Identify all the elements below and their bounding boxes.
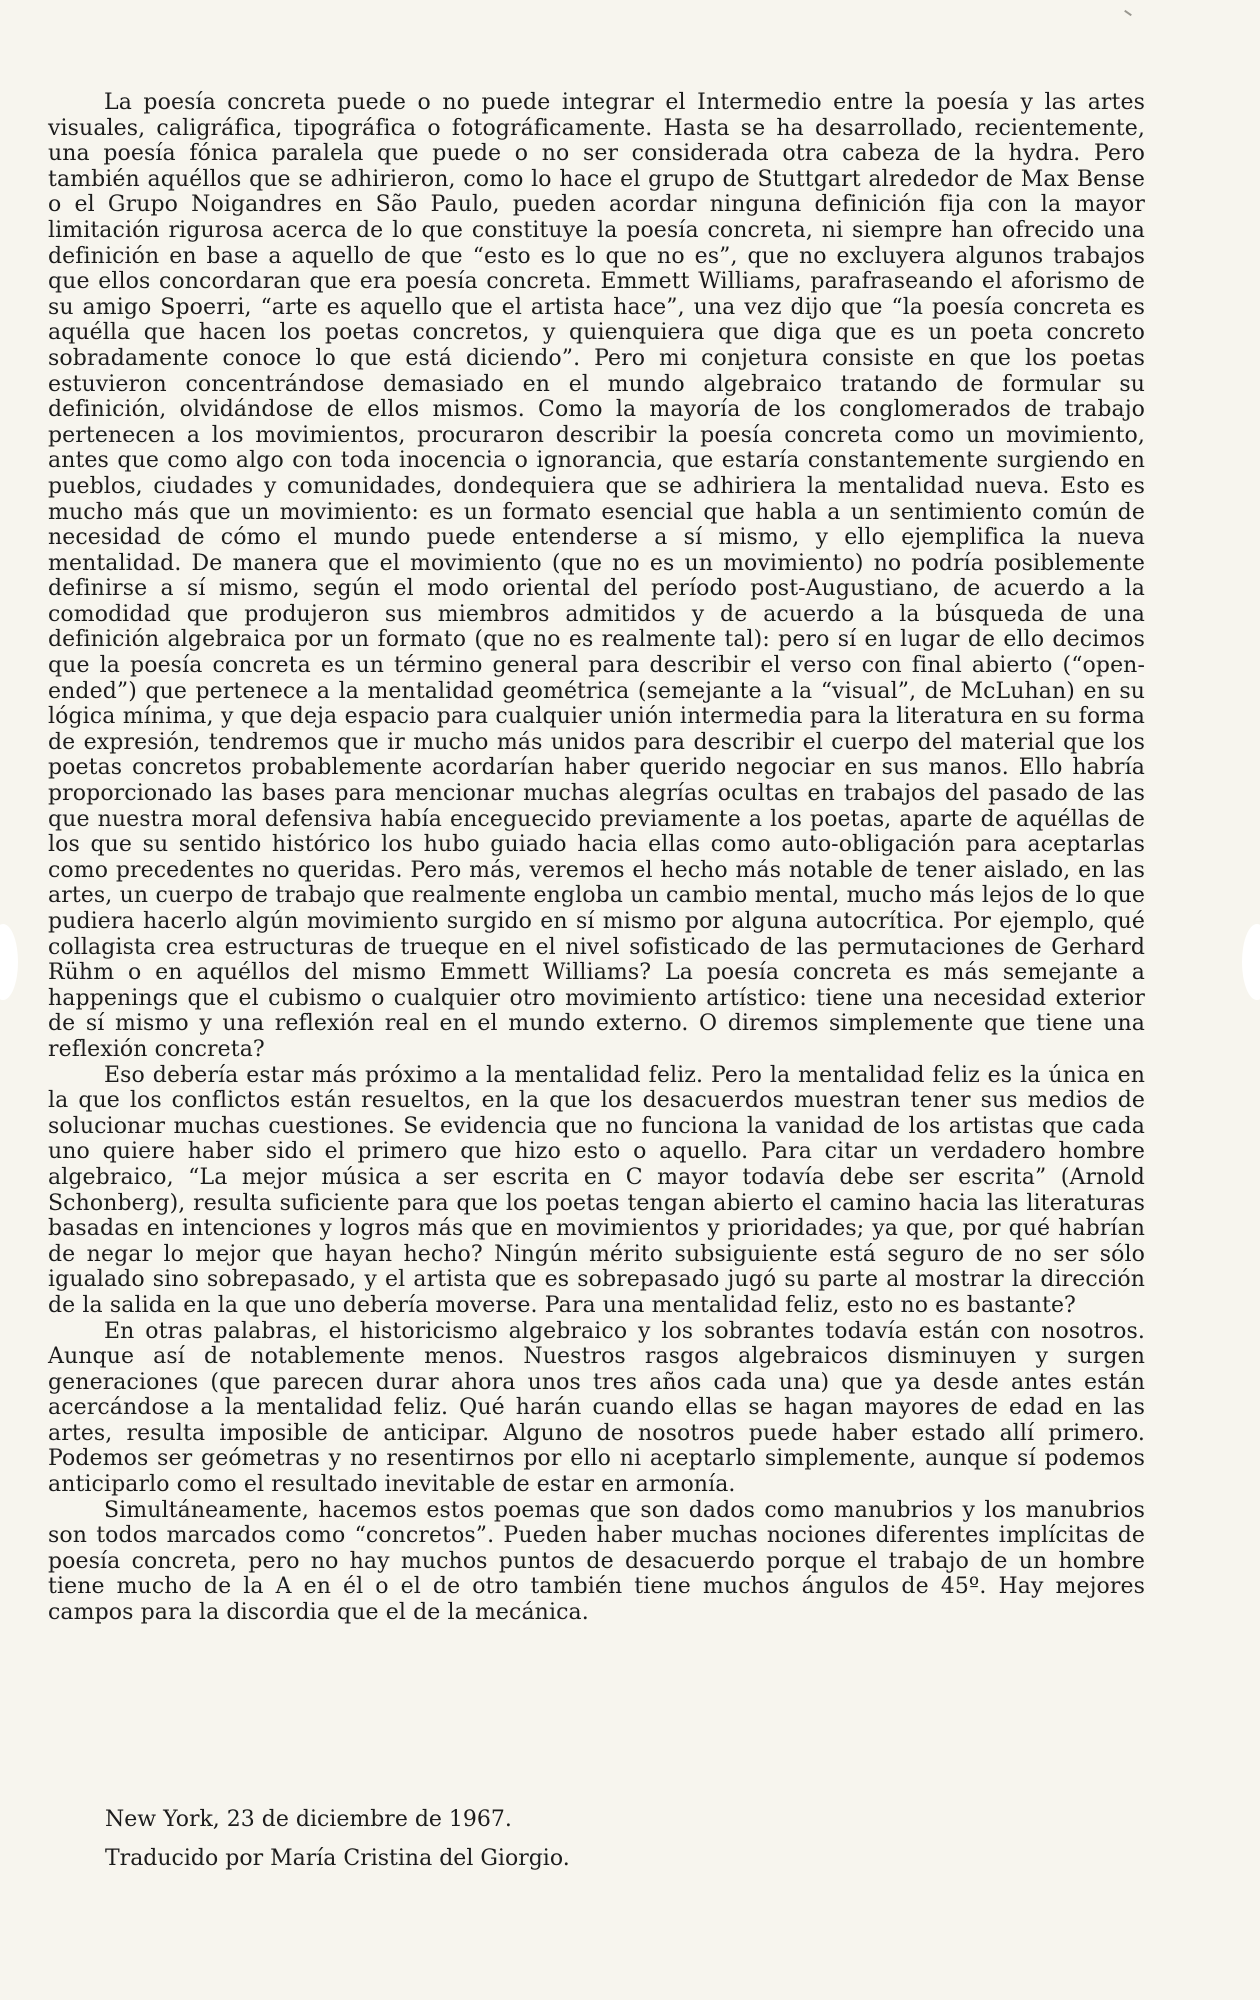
date-line: New York, 23 de diciembre de 1967. [105,1807,512,1832]
paragraph-3: En otras palabras, el historicismo algebraico y los sobrantes todavía están con nosotros. Aunque así de notablemente menos. Nuestros rasgos algebraicos disminuyen y surgen generaciones (que parecen durar ahora unos tres años cada una) que ya desde antes están acercándose a la mentalidad feliz. Qué harán cuando ellas se hagan mayores de edad en las artes, resulta imposible de anticipar. Alguno de nosotros puede haber estado allí primero. Podemos ser geómetras y no resentirnos por ello ni aceptarlo simplemente, aunque sí podemos anticiparlo como el resultado inevitable de estar en armonía. [48,1318,1145,1498]
paragraph-1: La poesía concreta puede o no puede integrar el Intermedio entre la poesía y las artes visuales, caligráfica, tipográfica o fotográficamente. Hasta se ha desarrollado, recientemente, una poesía fónica paralela que puede o no ser considerada otra cabeza de la hydra. Pero también aquéllos que se adhirieron, como lo hace el grupo de Stuttgart alrededor de Max Bense o el Grupo Noigandres en São Paulo, pueden acordar ninguna definición fija con la mayor limitación rigurosa acerca de lo que constituye la poesía concreta, ni siempre han ofrecido una definición en base a aquello de que “esto es lo que no es”, que no excluyera algunos trabajos que ellos concordaran que era poesía concreta. Emmett Williams, parafraseando el aforismo de su amigo Spoerri, “arte es aquello que el artista hace”, una vez dijo que “la poesía concreta es aquélla que hacen los poetas concretos, y quienquiera que diga que es un poeta concreto sobradamente conoce lo que está diciendo”. Pero mi conjetura consiste en que los poetas estuvieron concentrándose demasiado en el mundo algebraico tratando de formular su definición, olvidándose de ellos mismos. Como la mayoría de los conglomerados de trabajo pertenecen a los movimientos, procuraron describir la poesía concreta como un movimiento, antes que como algo con toda inocencia o ignorancia, que estaría constantemente surgiendo en pueblos, ciudades y comunidades, dondequiera que se adhiriera la mentalidad nueva. Esto es mucho más que un movimiento: es un formato esencial que habla a un sentimiento común de necesidad de cómo el mundo puede entenderse a sí mismo, y ello ejemplifica la nueva mentalidad. De manera que el movimiento (que no es un movimiento) no podría posiblemente definirse a sí mismo, según el modo oriental del período post-Augustiano, de acuerdo a la comodidad que produjeron sus miembros admitidos y de acuerdo a la búsqueda de una definición algebraica por un formato (que no es realmente tal): pero sí en lugar de ello decimos que la poesía concreta es un término general para describir el verso con final abierto (“open-ended”) que pertenece a la mentalidad geométrica (semejante a la “visual”, de McLuhan) en su lógica mínima, y que deja espacio para cualquier unión intermedia para la literatura en su forma de expresión, tendremos que ir mucho más unidos para describir el cuerpo del material que los poetas concretos probablemente acordarían haber querido negociar en sus manos. Ello habría proporcionado las bases para mencionar muchas alegrías ocultas en trabajos del pasado de las que nuestra moral defensiva había enceguecido previamente a los poetas, aparte de aquéllas de los que su sentido histórico los hubo guiado hacia ellas como auto-obligación para aceptarlas como precedentes no queridas. Pero más, veremos el hecho más notable de tener aislado, en las artes, un cuerpo de trabajo que realmente engloba un cambio mental, mucho más lejos de lo que pudiera hacerlo algún movimiento surgido en sí mismo por alguna autocrítica. Por ejemplo, qué collagista crea estructuras de trueque en el nivel sofisticado de las permutaciones de Gerhard Rühm o en aquéllos del mismo Emmett Williams? La poesía concreta es más semejante a happenings que el cubismo o cualquier otro movimiento artístico: tiene una necesidad exterior de sí mismo y una reflexión real en el mundo externo. O diremos simplemente que tiene una reflexión concreta? [48,90,1145,1062]
body-text [48,90,1145,1626]
paragraph-4: Simultáneamente, hacemos estos poemas que son dados como manubrios y los manubrios son todos marcados como “concretos”. Pueden haber muchas nociones diferentes implícitas de poesía concreta, pero no hay muchos puntos de desacuerdo porque el trabajo de un hombre tiene mucho de la A en él o el de otro también tiene muchos ángulos de 45º. Hay mejores campos para la discordia que el de la mecánica. [48,1497,1145,1626]
corner-mark [1124,10,1132,16]
right-punch-hole [1242,924,1260,1000]
left-punch-hole [0,924,18,1000]
paragraph-2: Eso debería estar más próximo a la mentalidad feliz. Pero la mentalidad feliz es la única en la que los conflictos están resueltos, en la que los desacuerdos muestran tener sus medios de solucionar muchas cuestiones. Se evidencia que no funciona la vanidad de los artistas que cada uno quiere haber sido el primero que hizo esto o aquello. Para citar un verdadero hombre algebraico, “La mejor música a ser escrita en C mayor todavía debe ser escrita” (Arnold Schonberg), resulta suficiente para que los poetas tengan abierto el camino hacia las literaturas basadas en intenciones y logros más que en movimientos y prioridades; ya que, por qué habrían de negar lo mejor que hayan hecho? Ningún mérito subsiguiente está seguro de no ser sólo igualado sino sobrepasado, y el artista que es sobrepasado jugó su parte al mostrar la dirección de la salida en la que uno debería moverse. Para una mentalidad feliz, esto no es bastante? [48,1062,1145,1318]
translator-line: Traducido por María Cristina del Giorgio. [105,1846,570,1871]
